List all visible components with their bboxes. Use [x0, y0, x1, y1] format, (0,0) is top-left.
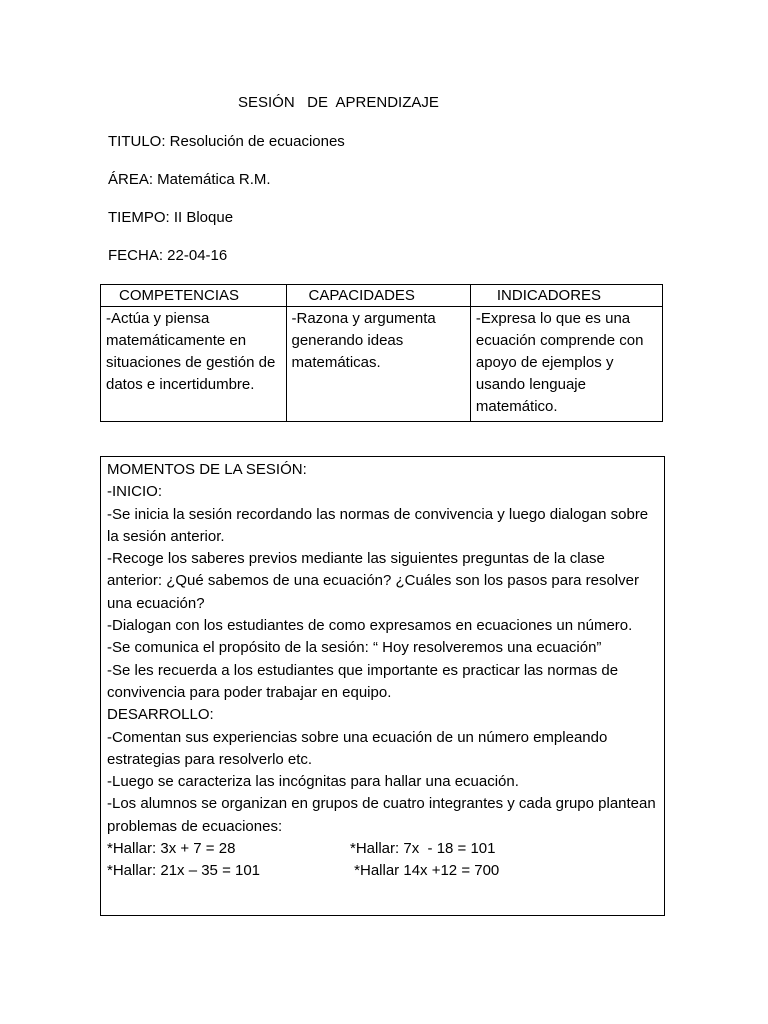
list-item: -Luego se caracteriza las incógnitas para hallar una ecuación. [107, 773, 519, 791]
field-value: II Bloque [169, 209, 234, 226]
field-label: TITULO: [108, 133, 166, 150]
competencias-table [100, 284, 663, 422]
cell-indicador: -Expresa lo que es una ecuación comprende con apoyo de ejemplos y usando lenguaje matemático. [470, 307, 662, 422]
field-label: ÁREA: [108, 171, 154, 188]
document-title: SESIÓN DE APRENDIZAJE [238, 94, 439, 111]
field-label: TIEMPO: [108, 209, 170, 226]
cell-capacidad: -Razona y argumenta generando ideas matemáticas. [286, 307, 470, 422]
equation: *Hallar: 3x + 7 = 28 [107, 840, 236, 858]
momentos-box [100, 456, 665, 916]
list-item: -Se comunica el propósito de la sesión: “ Hoy resolveremos una ecuación” [107, 639, 602, 657]
header-capacidades: CAPACIDADES [286, 285, 470, 307]
equation-row [107, 838, 658, 860]
section-desarrollo: DESARROLLO: [107, 706, 214, 724]
list-item: -Dialogan con los estudiantes de como expresamos en ecuaciones un número. [107, 617, 633, 635]
equation-row [107, 860, 658, 882]
header-indicadores: INDICADORES [470, 285, 662, 307]
field-titulo [108, 133, 345, 150]
field-value: Resolución de ecuaciones [165, 133, 345, 150]
list-item: -Recoge los saberes previos mediante las siguientes preguntas de la clase anterior: ¿Qué sabemos de una ecuación? ¿Cuáles son los pasos para resolver una ecuación? [107, 550, 639, 612]
list-item: -Los alumnos se organizan en grupos de cuatro integrantes y cada grupo plantean problemas de ecuaciones: [107, 795, 656, 835]
header-competencias: COMPETENCIAS [101, 285, 287, 307]
cell-competencia: -Actúa y piensa matemáticamente en situaciones de gestión de datos e incertidumbre. [101, 307, 287, 422]
equation: *Hallar: 21x – 35 = 101 [107, 862, 261, 880]
field-value: Matemática R.M. [153, 171, 271, 188]
list-item: -Comentan sus experiencias sobre una ecuación de un número empleando estrategias para resolverlo etc. [107, 728, 608, 768]
momentos-heading: MOMENTOS DE LA SESIÓN: [107, 461, 307, 478]
list-item: -Se les recuerda a los estudiantes que importante es practicar las normas de convivencia para poder trabajar en equipo. [107, 661, 619, 701]
equation: *Hallar 14x +12 = 700 [350, 862, 500, 880]
field-value: 22-04-16 [163, 247, 228, 264]
field-fecha [108, 247, 227, 264]
table-row [101, 307, 663, 422]
table-header-row [101, 285, 663, 307]
field-label: FECHA: [108, 247, 164, 264]
section-inicio: -INICIO: [107, 483, 162, 501]
equation: *Hallar: 7x - 18 = 101 [350, 840, 496, 858]
field-tiempo [108, 209, 233, 226]
field-area [108, 171, 271, 188]
list-item: -Se inicia la sesión recordando las normas de convivencia y luego dialogan sobre la sesión anterior. [107, 505, 649, 545]
